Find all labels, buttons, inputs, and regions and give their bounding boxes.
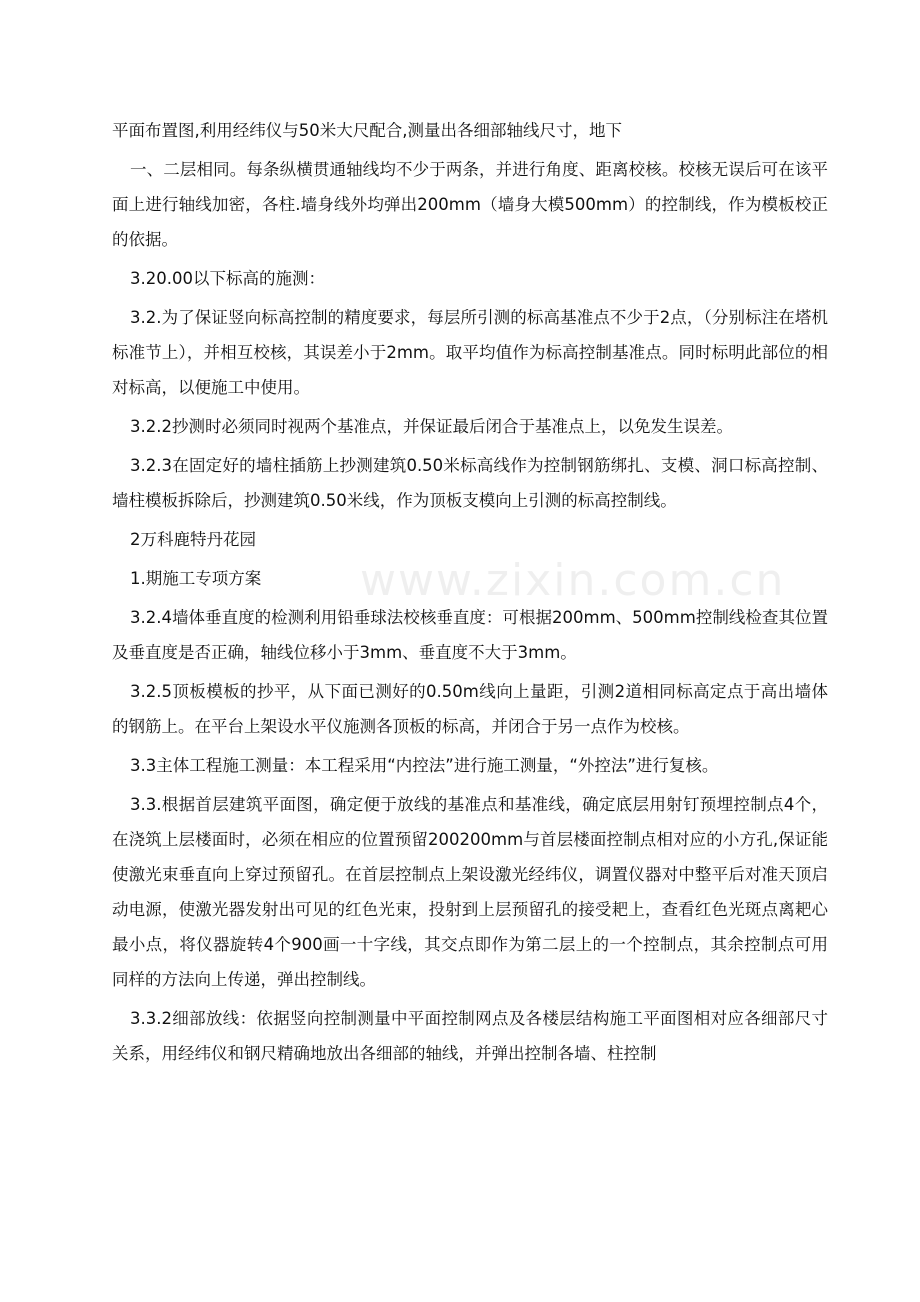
paragraph-9: 3.2.4墙体垂直度的检测利用铅垂球法校核垂直度：可根据200mm、500mm控制线检查其位置及垂直度是否正确，轴线位移小于3mm、垂直度不大于3mm。 — [112, 608, 828, 662]
paragraph-12: 3.3.根据首层建筑平面图，确定便于放线的基准点和基准线，确定底层用射钉预埋控制点4个，在浇筑上层楼面时，必须在相应的位置预留200200mm与首层楼面控制点相对应的小方孔,保证能使激光束垂直向上穿过预留孔。在首层控制点上架设激光经纬仪，调置仪器对中整平后对准天顶启动电源，使激光器发射出可见的红色光束，投射到上层预留孔的接受耙上，查看红色光斑点离耙心最小点，将仪器旋转4个900画一十字线，其交点即作为第二层上的一个控制点，其余控制点可用同样的方法向上传递，弹出控制线。 — [112, 795, 828, 989]
document-page — [112, 113, 828, 1075]
paragraph-6: 3.2.3在固定好的墙柱插筋上抄测建筑0.50米标高线作为控制钢筋绑扎、支模、洞口标高控制、墙柱模板拆除后，抄测建筑0.50米线，作为顶板支模向上引测的标高控制线。 — [112, 456, 828, 510]
paragraph-2: 一、二层相同。每条纵横贯通轴线均不少于两条，并进行角度、距离校核。校核无误后可在该平面上进行轴线加密，各柱.墙身线外均弹出200mm（墙身大模500mm）的控制线，作为模板校正的依据。 — [112, 160, 828, 249]
paragraph-7: 2万科鹿特丹花园 — [130, 530, 256, 549]
watermark: www.zixin.com.cn — [360, 555, 786, 606]
paragraph-1: 平面布置图,利用经纬仪与50米大尺配合,测量出各细部轴线尺寸，地下 — [112, 121, 622, 140]
paragraph-8: 1.期施工专项方案 — [130, 569, 262, 588]
paragraph-3: 3.20.00以下标高的施测： — [130, 269, 325, 288]
paragraph-10: 3.2.5顶板模板的抄平，从下面已测好的0.50m线向上量距，引测2道相同标高定点于高出墙体的钢筋上。在平台上架设水平仪施测各顶板的标高，并闭合于另一点作为校核。 — [112, 682, 828, 736]
paragraph-4: 3.2.为了保证竖向标高控制的精度要求，每层所引测的标高基准点不少于2点，（分别标注在塔机标准节上），并相互校核，其误差小于2mm。取平均值作为标高控制基准点。同时标明此部位的相对标高，以便施工中使用。 — [112, 308, 828, 397]
paragraph-13: 3.3.2细部放线：依据竖向控制测量中平面控制网点及各楼层结构施工平面图相对应各细部尺寸关系，用经纬仪和钢尺精确地放出各细部的轴线，并弹出控制各墙、柱控制 — [112, 1009, 828, 1063]
paragraph-5: 3.2.2抄测时必须同时视两个基准点，并保证最后闭合于基准点上，以免发生误差。 — [130, 417, 733, 436]
paragraph-11: 3.3主体工程施工测量：本工程采用“内控法”进行施工测量，“外控法”进行复核。 — [130, 756, 719, 775]
